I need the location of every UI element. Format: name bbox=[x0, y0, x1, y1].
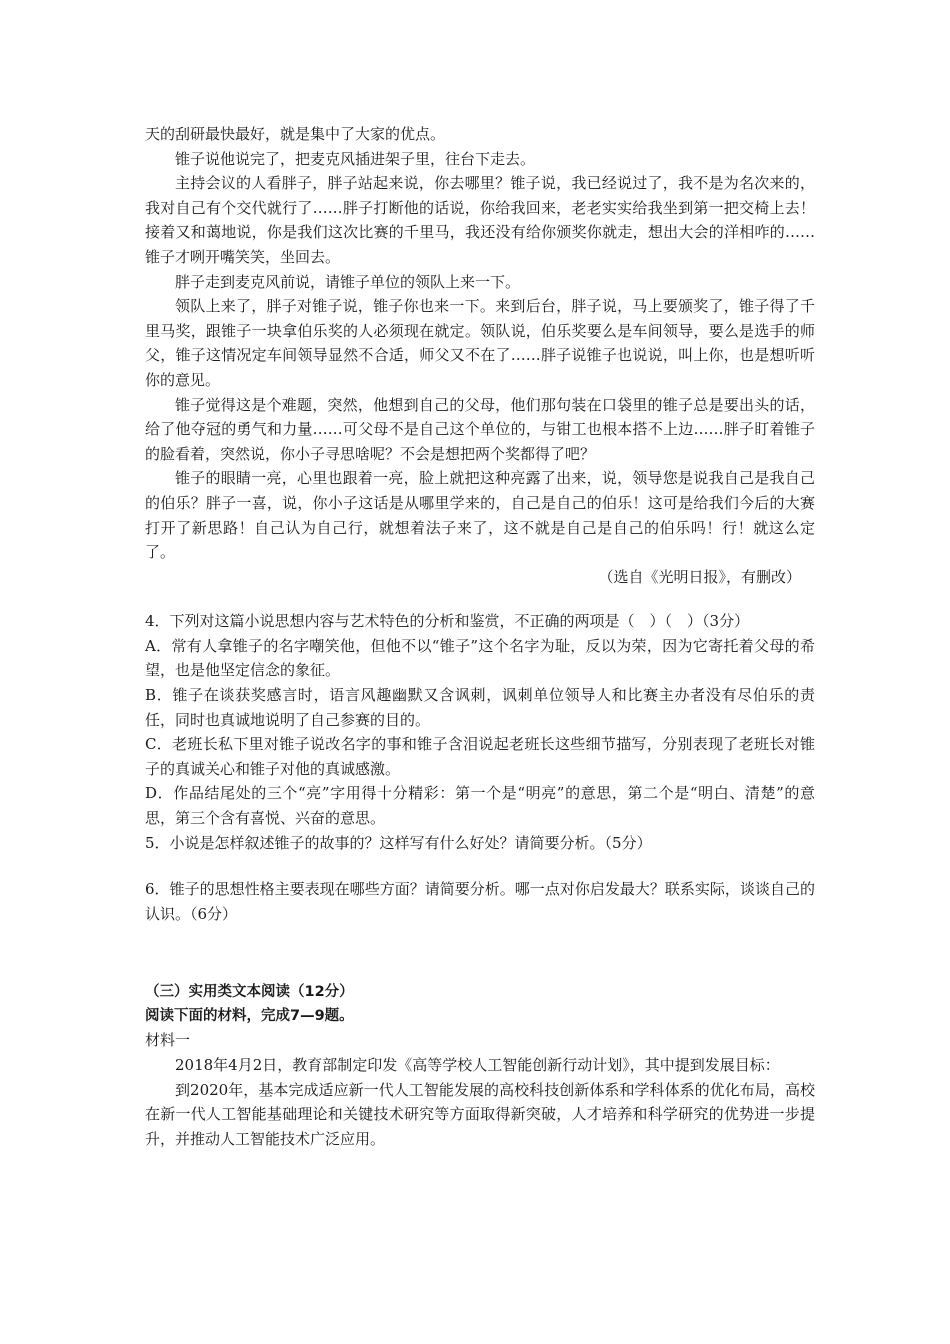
story-source: （选自《光明日报》，有删改） bbox=[598, 567, 801, 586]
question-4: 4．下列对这篇小说思想内容与艺术特色的分析和鉴赏，不正确的两项是（ ）（ ）（3分） bbox=[145, 612, 750, 631]
question-5: 5．小说是怎样叙述锥子的故事的？这样写有什么好处？请简要分析。（5分） bbox=[145, 833, 652, 852]
section-instruction: 阅读下面的材料，完成7—9题。 bbox=[145, 1008, 354, 1025]
option-a: A．常有人拿锥子的名字嘲笑他，但他不以“锥子”这个名字为耻，反以为荣，因为它寄托着父母的希望，也是他坚定信念的象征。 bbox=[145, 636, 815, 680]
story-paragraph: 主持会议的人看胖子，胖子站起来说，你去哪里？锥子说，我已经说过了，我不是为名次来的，我对自己有个交代就行了……胖子打断他的话说，你给我回来，老老实实给我坐到第一把交椅上去！接着又和蔼地说，你是我们这次比赛的千里马，我还没有给你颁奖你就走，想出大会的洋相咋的……锥子才咧开嘴笑笑，坐回去。 bbox=[145, 174, 815, 266]
story-paragraph: 锥子的眼睛一亮，心里也跟着一亮，脸上就把这种亮露了出来，说，领导您是说我自己是我自己的伯乐？胖子一喜，说，你小子这话是从哪里学来的，自己是自己的伯乐！这可是给我们今后的大赛打开了新思路！自己认为自己行，就想着法子来了，这不就是自己是自己的伯乐吗！行！就这么定了。 bbox=[145, 469, 815, 562]
spacer bbox=[145, 926, 815, 980]
option-c: C．老班长私下里对锥子说改名字的事和锥子含泪说起老班长这些细节描写，分别表现了老班长对锥子的真诚关心和锥子对他的真诚感激。 bbox=[145, 735, 815, 778]
spacer bbox=[145, 855, 815, 877]
story-paragraph: 锥子说他说完了，把麦克风插进架子里，往台下走去。 bbox=[175, 149, 536, 168]
document-page bbox=[145, 122, 815, 1151]
material-paragraph: 到2020年，基本完成适应新一代人工智能发展的高校科技创新体系和学科体系的优化布局，高校在新一代人工智能基础理论和关键技术研究等方面取得新突破，人才培养和科学研究的优势进一步提升，并推动人工智能技术广泛应用。 bbox=[145, 1080, 815, 1148]
story-paragraph: 锥子觉得这是个难题，突然，他想到自己的父母，他们那句装在口袋里的锥子总是要出头的话，给了他夺冠的勇气和力量……可父母不是自己这个单位的，与钳工也根本搭不上边……胖子盯着锥子的脸看着，突然说，你小子寻思啥呢？不会是想把两个奖都得了吧？ bbox=[145, 395, 815, 463]
question-6: 6．锥子的思想性格主要表现在哪些方面？请简要分析。哪一点对你启发最大？联系实际，谈谈自己的认识。（6分） bbox=[145, 880, 815, 923]
story-paragraph: 天的刮研最快最好，就是集中了大家的优点。 bbox=[145, 125, 446, 143]
section-heading: （三）实用类文本阅读（12分） bbox=[145, 984, 354, 1001]
story-paragraph: 胖子走到麦克风前说，请锥子单位的领队上来一下。 bbox=[175, 272, 521, 291]
option-b: B．锥子在谈获奖感言时，语言风趣幽默又含讽刺，讽刺单位领导人和比赛主办者没有尽伯乐的责任，同时也真诚地说明了自己参赛的目的。 bbox=[145, 686, 815, 729]
option-d: D．作品结尾处的三个“亮”字用得十分精彩：第一个是“明亮”的意思，第二个是“明白、清楚”的意思，第三个含有喜悦、兴奋的意思。 bbox=[145, 784, 815, 828]
spacer bbox=[145, 589, 815, 609]
material-paragraph: 2018年4月2日，教育部制定印发《高等学校人工智能创新行动计划》，其中提到发展目标： bbox=[175, 1056, 780, 1074]
story-paragraph: 领队上来了，胖子对锥子说，锥子你也来一下。来到后台，胖子说，马上要颁奖了，锥子得了千里马奖，跟锥子一块拿伯乐奖的人必须现在就定。领队说，伯乐奖要么是车间领导，要么是选手的师父，锥子这情况定车间领导显然不合适，师父又不在了……胖子说锥子也说说，叫上你，也是想听听你的意见。 bbox=[145, 297, 815, 389]
material-label: 材料一 bbox=[145, 1031, 191, 1050]
